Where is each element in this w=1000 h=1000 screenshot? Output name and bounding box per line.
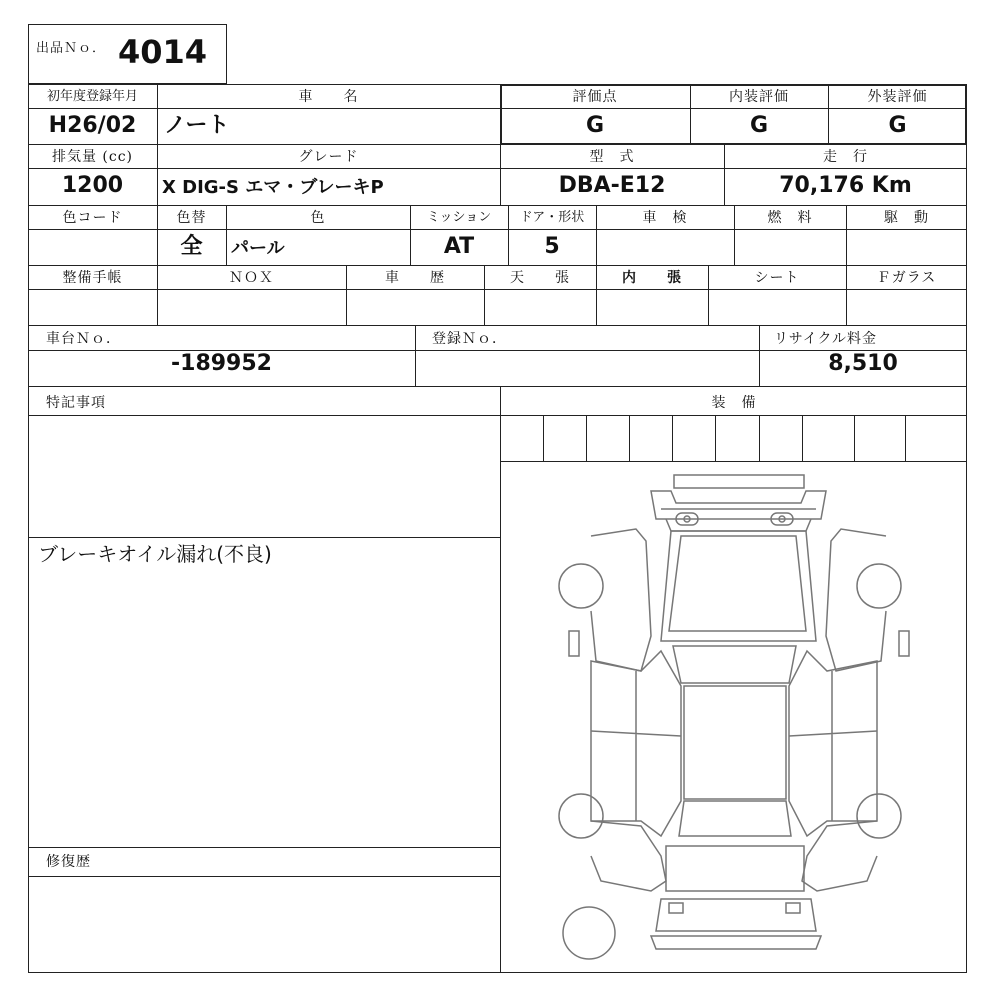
- color-change-label: 色替: [176, 210, 207, 226]
- seat-label: シート: [754, 270, 800, 286]
- transmission-label: ミッション: [426, 210, 492, 225]
- wheel-front-right-icon: [857, 564, 901, 608]
- score-value: G: [585, 113, 605, 138]
- lot-number-label: 出品Ｎｏ．: [36, 41, 107, 56]
- doors-value: 5: [544, 234, 560, 259]
- remarks-note: ブレーキオイル漏れ(不良): [38, 542, 272, 566]
- first-registration-label: 初年度登録年月: [46, 89, 138, 104]
- repair-history-label: 修復歴: [46, 854, 91, 870]
- color-label: 色: [310, 210, 326, 226]
- fuel-label: 燃 料: [767, 210, 813, 226]
- car-damage-diagram: [501, 461, 967, 973]
- score-label: 評価点: [572, 89, 618, 105]
- wheel-rear-left-icon: [559, 794, 603, 838]
- transmission-value: AT: [443, 234, 475, 259]
- front-glass-label: Ｆガラス: [876, 270, 937, 286]
- door-shape-label: ドア・形状: [519, 210, 585, 225]
- interior-rating-label: 内装評価: [729, 89, 789, 105]
- equipment-label: 装 備: [711, 395, 757, 411]
- displacement-value: 1200: [61, 173, 124, 198]
- interior-trim-label: 内 張: [622, 270, 682, 286]
- wheel-rear-right-icon: [857, 794, 901, 838]
- chassis-no-label: 車台Ｎｏ．: [46, 331, 121, 347]
- color-change-value: 全: [180, 234, 203, 259]
- lot-number: 4014: [118, 33, 208, 71]
- mileage-label: 走 行: [823, 149, 868, 165]
- headliner-label: 天 張: [510, 270, 570, 286]
- nox-label: ＮＯＸ: [229, 270, 274, 286]
- recycle-fee-value: 8,510: [828, 351, 898, 376]
- inspection-label: 車 検: [642, 210, 688, 226]
- vehicle-history-label: 車 歴: [385, 270, 445, 286]
- recycle-fee-label: リサイクル料金: [774, 331, 878, 347]
- mileage-value: 70,176 Km: [779, 173, 912, 198]
- wheel-front-left-icon: [559, 564, 603, 608]
- exterior-rating-value: G: [888, 113, 907, 138]
- maintenance-book-label: 整備手帳: [62, 270, 123, 286]
- displacement-label: 排気量 (cc): [51, 149, 134, 165]
- car-name-value: ノート: [164, 113, 230, 138]
- grade-label: グレード: [298, 149, 359, 165]
- spare-wheel-icon: [563, 907, 615, 959]
- grade-value: X DIG-S エマ・ブレーキP: [162, 177, 384, 198]
- model-value: DBA-E12: [558, 173, 666, 198]
- chassis-no-value: -189952: [171, 351, 272, 376]
- first-registration-value: H26/02: [48, 113, 137, 138]
- exterior-rating-label: 外装評価: [867, 89, 928, 105]
- color-value: パール: [231, 238, 285, 259]
- interior-rating-value: G: [749, 113, 769, 138]
- model-label: 型 式: [589, 149, 635, 165]
- color-code-label: 色コード: [62, 210, 123, 226]
- car-name-label: 車 名: [298, 89, 359, 105]
- remarks-label: 特記事項: [46, 395, 106, 411]
- drive-label: 駆 動: [884, 210, 929, 226]
- registration-no-label: 登録Ｎｏ．: [432, 331, 507, 347]
